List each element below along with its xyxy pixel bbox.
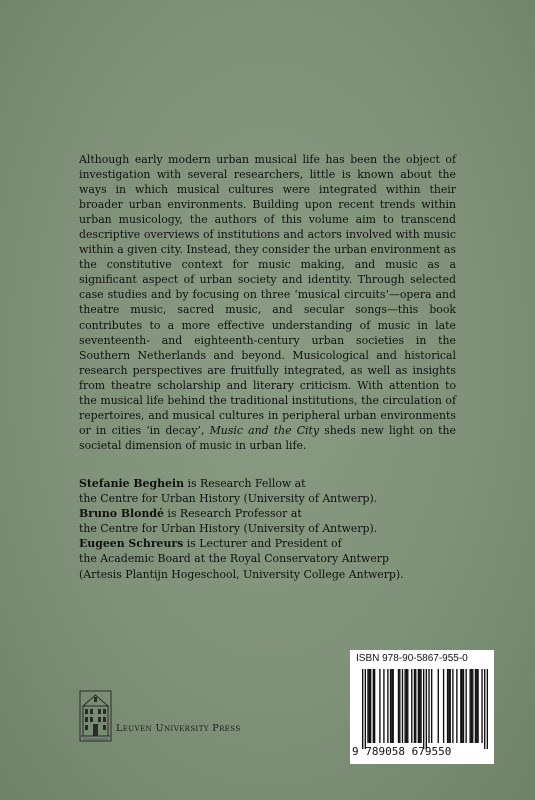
barcode-bar xyxy=(463,669,464,743)
barcode-bar xyxy=(423,669,424,749)
barcode-bar xyxy=(438,669,439,743)
barcode-bar xyxy=(487,669,488,749)
library-building-logo-icon xyxy=(79,690,112,742)
barcode-digits xyxy=(352,745,492,758)
author-name: Stefanie Beghein xyxy=(79,477,184,490)
isbn-barcode xyxy=(350,650,494,764)
barcode-bar xyxy=(477,669,478,743)
barcode-bar xyxy=(373,669,374,743)
barcode-bar xyxy=(481,669,482,743)
barcode-bar xyxy=(418,669,419,743)
barcode-bar xyxy=(362,669,363,749)
barcode-bar xyxy=(415,669,416,743)
barcode-bar xyxy=(402,669,403,743)
barcode-bar xyxy=(428,669,429,743)
author-bio-line xyxy=(79,476,479,491)
author-bio-line xyxy=(79,536,479,551)
barcode-bar xyxy=(460,669,461,743)
barcode-bar xyxy=(456,669,457,743)
barcode-bar xyxy=(387,669,388,743)
barcode-bar xyxy=(452,669,453,743)
author-name: Bruno Blondé xyxy=(79,507,164,521)
blurb-text: Although early modern urban musical life has been the object of investigation with several researchers, little is known about the ways in which musical cultures were integrated within their broader urban environments. Building upon recent trends within urban musicology, the authors of this volume aim to transcend descriptive overviews of institutions and actors involved with music within a given city. Instead, they consider the urban environment as the constitutive context for music making, and music as a significant aspect of urban society and identity. Through selected case studies and by focusing on three ‘musical circuits’—opera and theatre music, sacred music, and secular songs—this book contributes to a more effective understanding of music in late seventeenth- and eighteenth-century urban societies in the Southern Netherlands and beyond. Musicological and historical research perspectives are fruitfully integrated, as well as insights from theatre scholarship and literary criticism. With attention to the musical life behind the traditional institutions, the circulation of repertoires, and musical cultures in peripheral urban environments or in cities ‘in decay’, xyxy=(79,153,456,437)
author-bio-line xyxy=(79,506,479,521)
barcode-bar xyxy=(407,669,408,743)
barcode-bar xyxy=(448,669,449,743)
barcode-bar xyxy=(426,669,427,749)
barcode-bar xyxy=(414,669,415,743)
author-bios xyxy=(79,476,479,582)
barcode-bar xyxy=(476,669,477,743)
barcode-bar xyxy=(484,669,485,749)
barcode-bar xyxy=(420,669,421,743)
barcode-bar xyxy=(447,669,448,743)
barcode-digits-right: 679550 xyxy=(411,745,452,758)
barcode-bar xyxy=(450,669,451,743)
barcode-bar xyxy=(465,669,466,743)
barcode-bar xyxy=(406,669,407,743)
barcode-bar xyxy=(404,669,405,743)
isbn-label: ISBN 978-90-5867-955-0 xyxy=(356,653,468,664)
barcode-digits-left: 789058 xyxy=(365,745,405,758)
barcode-bar xyxy=(390,669,391,743)
barcode-bar xyxy=(419,669,420,743)
barcode-bar xyxy=(475,669,476,743)
barcode-bar xyxy=(472,669,473,743)
author-affiliation: the Centre for Urban History (University of Antwerp). xyxy=(79,492,378,506)
author-role: is Research Professor at xyxy=(167,507,302,521)
author-role: is Research Fellow at xyxy=(187,477,306,490)
publisher-imprint xyxy=(79,690,241,742)
author-role: is Lecturer and President of xyxy=(186,537,342,551)
barcode-bar xyxy=(471,669,472,743)
back-cover-blurb xyxy=(79,152,456,453)
barcode-bar xyxy=(391,669,392,743)
barcode-bar xyxy=(370,669,371,743)
barcode-bar xyxy=(374,669,375,743)
barcode-bar xyxy=(411,669,412,743)
blurb-text-end: sheds new light on the societal dimension of music in urban life. xyxy=(79,423,456,452)
publisher-name: Leuven University Press xyxy=(116,723,241,734)
author-name: Eugeen Schreurs xyxy=(79,537,184,551)
barcode-digit-lead: 9 xyxy=(352,745,359,758)
author-affiliation: (Artesis Plantijn Hogeschool, University College Antwerp). xyxy=(79,567,404,581)
book-title: Music and the City xyxy=(209,423,320,437)
barcode-bar xyxy=(383,669,384,743)
barcode-bar xyxy=(398,669,399,743)
barcode-bar xyxy=(369,669,370,743)
barcode-bar xyxy=(443,669,444,743)
barcode-bar xyxy=(367,669,368,743)
barcode-bar xyxy=(431,669,432,743)
barcode-bar xyxy=(469,669,470,743)
author-affiliation: the Academic Board at the Royal Conservatory Antwerp xyxy=(79,552,389,566)
barcode-bar xyxy=(399,669,400,743)
barcode-bar xyxy=(461,669,462,743)
barcode-bars xyxy=(362,669,488,751)
author-affiliation: the Centre for Urban History (University of Antwerp). xyxy=(79,522,378,536)
barcode-bar xyxy=(379,669,380,743)
barcode-bar xyxy=(393,669,394,743)
barcode-bar xyxy=(365,669,366,749)
